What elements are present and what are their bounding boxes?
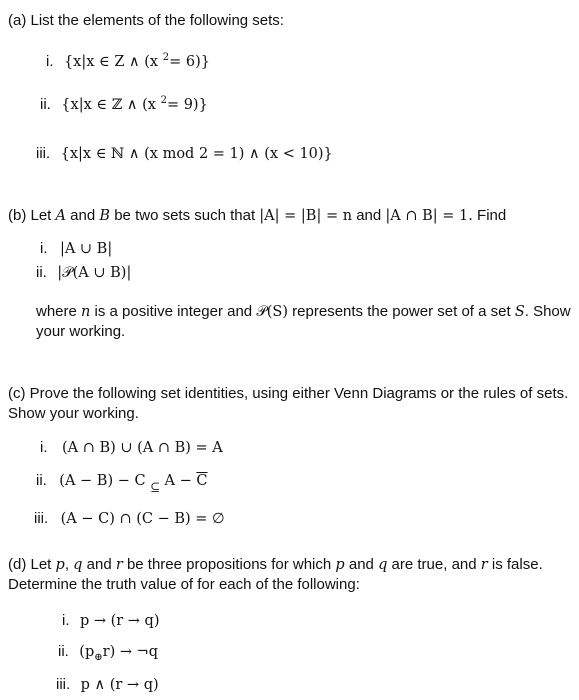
part-d-header [8,555,571,595]
part-a-item-1 [46,53,210,71]
part-d-item-2 [58,643,158,661]
subset-symbol: ⊆ [150,480,161,494]
part-b-footer [36,302,571,342]
var-n: n [81,304,91,320]
set-expression: {x|x ∈ ℤ ∧ (x [61,97,161,113]
part-d-item-1 [62,612,160,630]
complement-c: $\overline{C}$ [196,473,208,489]
part-b-item-2 [36,264,131,282]
item-number: ii. [58,643,69,660]
set-expression: {x|x ∈ ℕ ∧ (x mod 2 = 1) ∧ (x < 10)} [60,146,333,162]
intersection-cardinality: |A ∩ B| = 1. [385,208,473,224]
text: where [36,303,82,320]
var-q: q [378,557,388,573]
item-number: iii. [36,145,51,162]
text: (b) Let [8,207,56,224]
math-expression: |𝒫(A ∪ B)| [57,265,132,281]
var-a: A [55,208,67,224]
part-c-item-2 [36,472,208,494]
item-number: i. [40,439,48,456]
part-a-header: (a) List the elements of the following sets: [8,12,284,29]
part-b-item-1 [40,240,112,258]
math-expression: (A − C) ∩ (C − B) = ∅ [60,511,225,527]
var-q: q [73,557,83,573]
math-left: (A − B) − C [59,473,146,489]
text: and [82,556,116,573]
cardinality-equation: |A| = |B| = n [259,208,353,224]
text: is false. Determine the truth value of for each of the following: [8,556,543,593]
var-b: B [99,208,111,224]
text: (c) Prove the following set identities, using either Venn Diagrams or the rules of sets. Show your working. [8,385,569,422]
text: and [66,207,100,224]
var-p: p [55,557,65,573]
power-set-expr: 𝒫(S) [256,304,289,320]
text: represents the power set of a set [288,303,515,320]
text: and [352,207,386,224]
logic-expression: (p [79,644,95,660]
text: . Show your working. [36,303,571,340]
var-s: S [514,304,525,320]
text: Find [472,207,507,224]
exponent: 2 [162,52,170,63]
part-a-item-3 [36,145,333,163]
math-right: A − [164,473,197,489]
text: is a positive integer and [90,303,257,320]
item-number: i. [62,612,70,629]
set-expression: {x|x ∈ Z ∧ (x [63,54,163,70]
item-number: ii. [36,472,47,489]
text: , [64,556,74,573]
var-p: p [335,557,345,573]
math-expression: (A ∩ B) ∪ (A ∩ B) = A [61,440,223,456]
item-number: ii. [40,96,51,113]
logic-expression: p ∧ (r → q) [80,677,159,693]
logic-expression: p → (r → q) [79,613,160,629]
part-c-header [8,384,571,424]
part-a-item-2 [40,96,208,114]
exponent: 2 [160,95,167,106]
part-b-header [8,207,506,224]
text: are true, and [387,556,481,573]
set-expression-end: = 6)} [169,54,210,70]
text: and [344,556,379,573]
set-expression-end: = 9)} [166,97,208,113]
part-d-item-3 [56,676,159,694]
text: (d) Let [8,556,56,573]
text: be two sets such that [110,207,260,224]
item-number: ii. [36,264,47,281]
part-c-item-3 [34,510,225,528]
text: be three propositions for which [122,556,336,573]
xor-symbol: ⊕ [94,652,103,663]
math-expression: |A ∪ B| [59,241,113,257]
item-number: iii. [34,510,49,527]
logic-expression-end: r) → ¬q [102,644,159,660]
var-r: r [115,557,123,573]
item-number: iii. [56,676,71,693]
var-r: r [480,557,488,573]
item-number: i. [46,53,54,70]
item-number: i. [40,240,48,257]
part-c-item-1 [40,439,223,457]
